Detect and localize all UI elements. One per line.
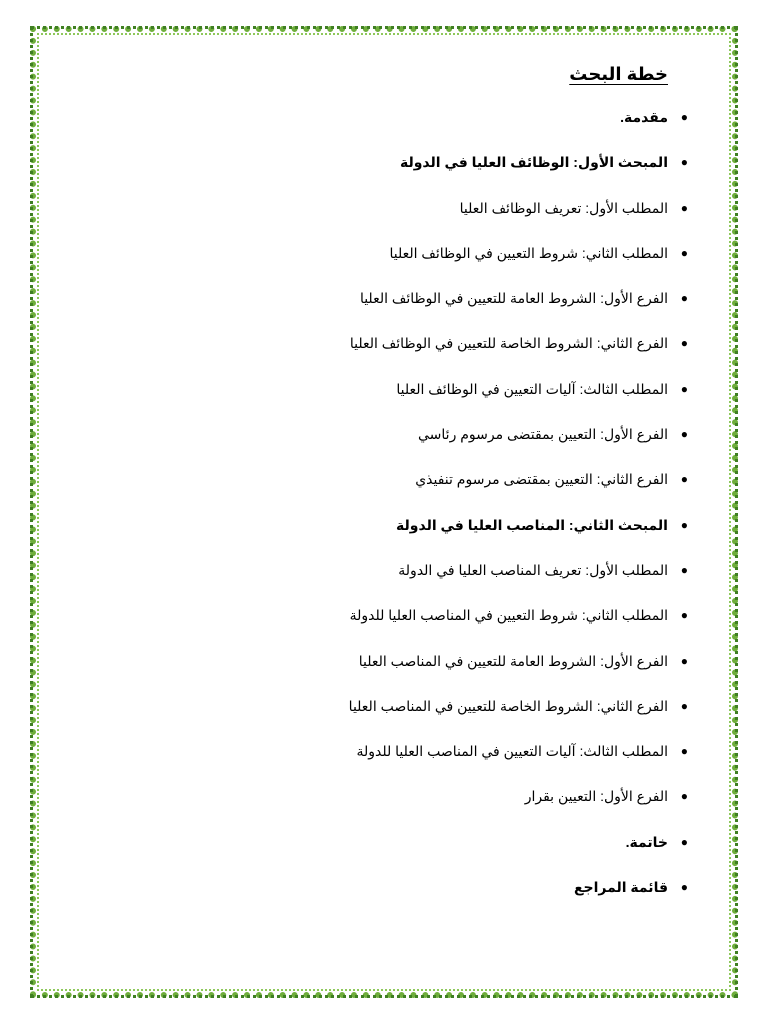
bullet-icon: ● xyxy=(680,834,688,849)
bullet-icon: ● xyxy=(680,155,688,170)
list-item-text: المبحث الثاني: المناصب العليا في الدولة xyxy=(396,516,668,533)
list-item xyxy=(108,831,688,853)
list-item xyxy=(108,740,688,762)
bullet-icon: ● xyxy=(680,698,688,713)
bullet-icon: ● xyxy=(680,110,688,124)
bullet-icon: ● xyxy=(680,381,688,396)
list-item-text: الفرع الأول: التعيين بمقتضى مرسوم رئاسي xyxy=(418,426,668,443)
list-item-text: الفرع الثاني: الشروط الخاصة للتعيين في الوظائف العليا xyxy=(349,335,668,352)
list-item-text: الفرع الثاني: الشروط الخاصة للتعيين في المناصب العليا xyxy=(348,697,668,714)
list-item-text: مقدمة. xyxy=(620,109,668,125)
list-item xyxy=(108,514,688,536)
list-item xyxy=(108,559,688,581)
list-item-text: الفرع الأول: الشروط العامة للتعيين في المناصب العليا xyxy=(358,652,668,669)
bullet-icon: ● xyxy=(680,427,688,442)
bullet-icon: ● xyxy=(680,517,688,532)
bullet-icon: ● xyxy=(680,744,688,759)
list-item-text: الفرع الأول: الشروط العامة للتعيين في الوظائف العليا xyxy=(359,290,668,307)
list-item xyxy=(108,378,688,400)
list-item xyxy=(108,106,688,128)
bullet-icon: ● xyxy=(680,472,688,487)
list-item-text: المطلب الثالث: آليات التعيين في الوظائف العليا xyxy=(396,380,668,397)
list-item xyxy=(108,151,688,173)
list-item-text: المبحث الأول: الوظائف العليا في الدولة xyxy=(399,154,668,171)
list-item-text: خاتمة. xyxy=(625,833,668,850)
bullet-icon: ● xyxy=(680,653,688,668)
list-item-text: المطلب الثاني: شروط التعيين في الوظائف العليا xyxy=(389,244,668,261)
bullet-icon: ● xyxy=(680,291,688,306)
bullet-icon: ● xyxy=(680,336,688,351)
bullet-icon: ● xyxy=(680,245,688,260)
list-item xyxy=(108,287,688,309)
bullet-icon: ● xyxy=(680,562,688,577)
list-item-text: المطلب الثالث: آليات التعيين في المناصب العليا للدولة xyxy=(356,743,668,760)
list-item-text: قائمة المراجع xyxy=(573,879,668,896)
list-item-text: الفرع الأول: التعيين بقرار xyxy=(524,788,668,805)
list-item-text: المطلب الأول: تعريف المناصب العليا في الدولة xyxy=(398,561,668,578)
list-item-text: المطلب الثاني: شروط التعيين في المناصب العليا للدولة xyxy=(349,607,668,624)
list-item xyxy=(108,650,688,672)
research-plan-list xyxy=(108,106,688,898)
list-item-text: المطلب الأول: تعريف الوظائف العليا xyxy=(459,199,668,216)
list-item xyxy=(108,468,688,490)
document-content xyxy=(108,60,688,921)
list-item xyxy=(108,876,688,898)
bullet-icon: ● xyxy=(680,789,688,804)
list-item-text: الفرع الثاني: التعيين بمقتضى مرسوم تنفيذي xyxy=(415,471,668,488)
bullet-icon: ● xyxy=(680,880,688,895)
list-item xyxy=(108,332,688,354)
bullet-icon: ● xyxy=(680,608,688,623)
list-item xyxy=(108,423,688,445)
list-item xyxy=(108,197,688,219)
list-item xyxy=(108,242,688,264)
list-item xyxy=(108,604,688,626)
bullet-icon: ● xyxy=(680,200,688,215)
list-item xyxy=(108,785,688,807)
list-item xyxy=(108,695,688,717)
document-title: خطة البحث xyxy=(569,64,668,84)
